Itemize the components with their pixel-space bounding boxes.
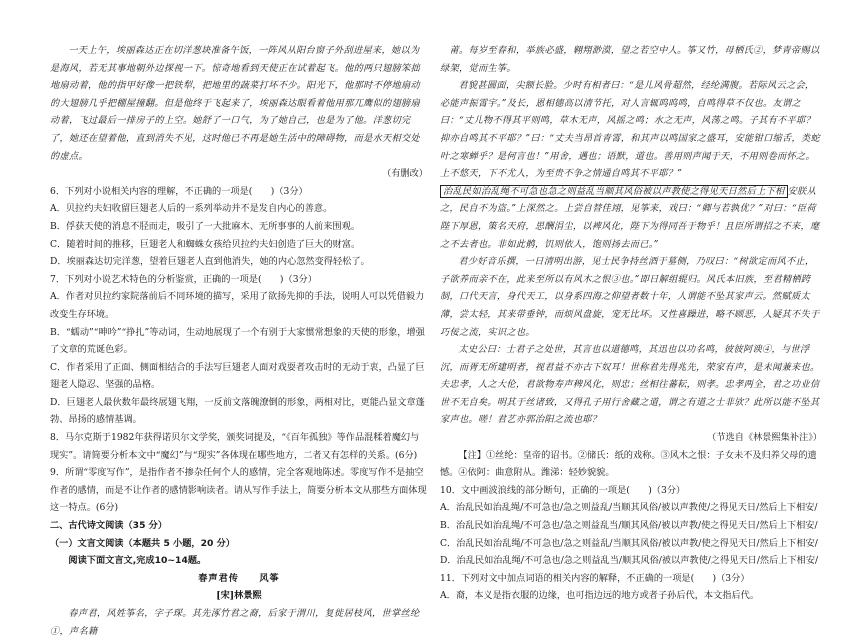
- question-7-option-b: B．“蠕动”“呻吟”“挣扎”等动词，生动地展现了一个有别于大家惯常想象的天使的形象，增强了文章的荒诞色彩。: [50, 326, 425, 356]
- question-11-option-a: A．裔，本义是指衣服的边缘，也可指边远的地方或者子孙后代，本文指后代。: [440, 590, 760, 602]
- question-10-option-c: C．治乱民如治乱绳/不可急也/急之则益乱/当顺其风俗/被以声教/使之得见天日/然后上下相安/: [440, 537, 818, 549]
- passage-paragraph-1: 莆。每岁至春和，举族必盛，翱翔渺漠，望之若空中人。筝又竹，母栖氏②，梦青帝赐以绿架，觉而生筝。: [440, 45, 820, 74]
- wavy-underlined-sentence: 治乱民如治乱绳不可急也急之则益乱当顺其风俗被以声教使之得见天日然后上下相: [440, 185, 788, 198]
- passage-paragraph-5: 太史公曰：士君子之处世，其言也以道德鸣，其迅也以功名鸣，彼彼阿谀④，与世浮沉，而胥无所建明者，视君益不亦古下奴耳！世称君先得兆先，荣家有声，是未闻兼来也。夫忠孝，人之大伦，君欲物寿声稗风化，则忠；丝相往蕃耘，则孝。忠孝两全，君之功业信世不无自矣。明其于丝诸致，又得孔子用行舍藏之道，谓之有道之士非欤？此所以能不坠其家声也。嗟！君艺亦郭治阳之流也耶？: [440, 344, 820, 426]
- story-paragraph: 一天上午，埃丽森达正在切洋葱块准备午饭，一阵风从阳台窗子外刮进屋来，她以为是海风，若无其事地朝外边探视一下。惊奇地看到天使正在试着起飞。他的两只翅膀笨拙地扇动着，他的指甲好像一把铁犁，把地里的蔬菜打坏不少。阳光下，他那时不停地扇动的大翅膀几乎把棚屋撞翻。但是他终于飞起来了，埃丽森达眼看着他用那兀鹰似的翅膀扇动着，飞过最后一排房子的上空。她舒了一口气，为了她自己，也是为了他。洋葱切完了，她还在望着他，直到消失不见，这时他已不再是她生活中的障碍物，而是水天相交处的虚点。: [50, 45, 421, 162]
- passage-title: 春声君传 风筝: [198, 572, 280, 584]
- question-7-option-c: C．作者采用了正面、侧面相结合的手法写巨翅老人面对戏耍者攻击时的无动于衷，凸显了巨翅老人隐忍、坚强的品格。: [50, 361, 425, 391]
- reading-instruction: 阅读下面文言文,完成10~14题。: [68, 555, 207, 567]
- annotation-note: 【注】①丝纶：皇帝的诏书。②储氏：纸的戏称。③风木之恨：子女未不及归养父母的遗憾。④依阿：曲意附从。潍涕：轻妙貌貌。: [440, 449, 817, 479]
- question-6-option-b: B．俘获天使的消息不胫而走，吸引了一大批麻木、无所事事的人前来围观。: [50, 220, 360, 232]
- question-7-option-d: D．巨翅老人最伙数年最终展翅飞翔，一反前文落魄潦倒的形象，两相对比，更能凸显文章蓬勃、昂扬的感情基调。: [50, 396, 425, 426]
- passage-paragraph-2: 君貌甚圆面，尖额长脸。少时有相者曰：“是儿风骨超然，经纶满腹。若际风云之会，必能声振霄宇。”及长，恩相德高以清节托，对人言辄呜呜鸣，自鸣得草不仅也。友谓之曰：“丈儿物不得其平则鸣，草木无声，风摇之鸣；水之无声，风荡之鸣。子其有不平耶？抑亦自鸣其不平耶？”曰：“丈夫当昂首青霄，和其声以鸣国家之盛耳，安能钳口缩舌，类蛇叶之寒蝉乎？是何言也！”用舍，遇也；语默，道也。善用则声闻于天，不用则卷而怀之。上不悠天，下不尤人，为至贵不争之情通自鸣其不平耶？”: [440, 80, 821, 180]
- left-column: [50, 42, 428, 640]
- question-6-option-c: C．随着时间的推移，巨翅老人和蜘蛛女孩给贝拉约夫妇创造了巨大的财富。: [50, 238, 361, 250]
- question-7-option-a: A．作者对贝拉约家院落前后不同环境的描写，采用了欲扬先抑的手法，说明人可以凭借毅力改变生存环境。: [50, 291, 425, 320]
- question-6-option-a: A．贝拉约夫妇收留巨翅老人后的一系列举动并不是发自内心的善意。: [50, 203, 333, 215]
- right-column: [440, 42, 822, 605]
- passage-opening: 春声君，风姓筝名，字子琛。其先涿竹君之裔，后家于渭川，复徙居枝风，世掌丝纶①，声名籍: [50, 608, 420, 637]
- passage-source: （节选自《林景熙集补注》）: [707, 432, 822, 444]
- subsection-heading: （一）文言文阅读（本题共 5 小题，20 分）: [50, 537, 235, 549]
- passage-paragraph-3: [440, 183, 822, 253]
- passage-paragraph-3-rest: 安朕从之，民自不为盗。”上深然之。上尝自替佳翊，见筝来，戏曰：“卿与若孰优？”对曰：“臣荷陛下厚恩，策名天府，思酬涓尘，以裨风化，陛下为得同吾于物乎！且臣所谓招之不来，麾之不去者也。非如此鹘，饥则依人，饱则扬去而已。”: [440, 185, 820, 250]
- question-10-option-d: D．治乱民如治乱绳/不可急也/急之则益乱当/顺其风俗/被以声教使/之得见天日/然后上下相安/: [440, 555, 819, 567]
- question-7-stem: 7．下列对小说艺术特色的分析鉴赏，正确的一项是( )（3分）: [50, 273, 317, 285]
- question-8: 8．马尔克斯于1982年获得诺贝尔文学奖，颁奖词提及，“《百年孤独》等作品混糅着魔幻与现实”。请简要分析本文中“魔幻”与“现实”各体现在哪些地方，二者又有怎样的关系。(6分): [50, 432, 420, 461]
- section-heading: 二、古代诗文阅读（35 分）: [50, 520, 168, 532]
- question-10-option-a: A．治乱民如治乱绳/不可急也/急之则益乱/当顺其风俗/被以声教使/之得见天日/然后上下相安/: [440, 502, 818, 514]
- question-9: 9．所谓“零度写作”，是指作者不掺杂任何个人的感情，完全客观地陈述。零度写作不是抽空作者的感情，而是不让作者的感情影响读者。请从写作手法上，简要分析本文从那些方面体现这一特点。(6分): [50, 467, 427, 514]
- question-10-option-b: B．治乱民如治乱绳/不可急也/急之则益乱当/顺其风俗/被以声教/使之得见天日/然后上下相安/: [440, 520, 818, 532]
- story-source: （有删改）: [382, 168, 428, 180]
- passage-author: [宋]林景熙: [216, 590, 262, 602]
- question-6-stem: 6．下列对小说相关内容的理解，不正确的一项是( )（3分）: [50, 185, 308, 197]
- passage-paragraph-4: 君少好音乐撰，一日清明出游，见士民争持丝酒于墓侧，乃叹曰：“树欲定而风不止，子欲养而亲不在，此来至所以有风木之恨③也。”即日解组辊归。风氏本旧族，至君精栖跨制，口代天言，身代天工，以身系四海之仰望者数十年，人谓能不坠其家声云。然赋质太薄，尝太轻，其来带垂钟，而烦风盘旋，宠无比坏。又性喜躁进，略不顾恶，人疑其不失于巧佞之流，实识之也。: [440, 256, 820, 338]
- question-10-stem: 10．文中画波浪线的部分断句，正确的一项是( )（3分）: [440, 484, 686, 496]
- question-11-stem: 11．下列对文中加点词语的相关内容的解释，不正确的一项是( )（3分）: [440, 572, 750, 584]
- question-6-option-d: D．埃丽森达切完洋葱，望着巨翅老人直到他消失，她的内心忽然变得轻松了。: [50, 256, 370, 268]
